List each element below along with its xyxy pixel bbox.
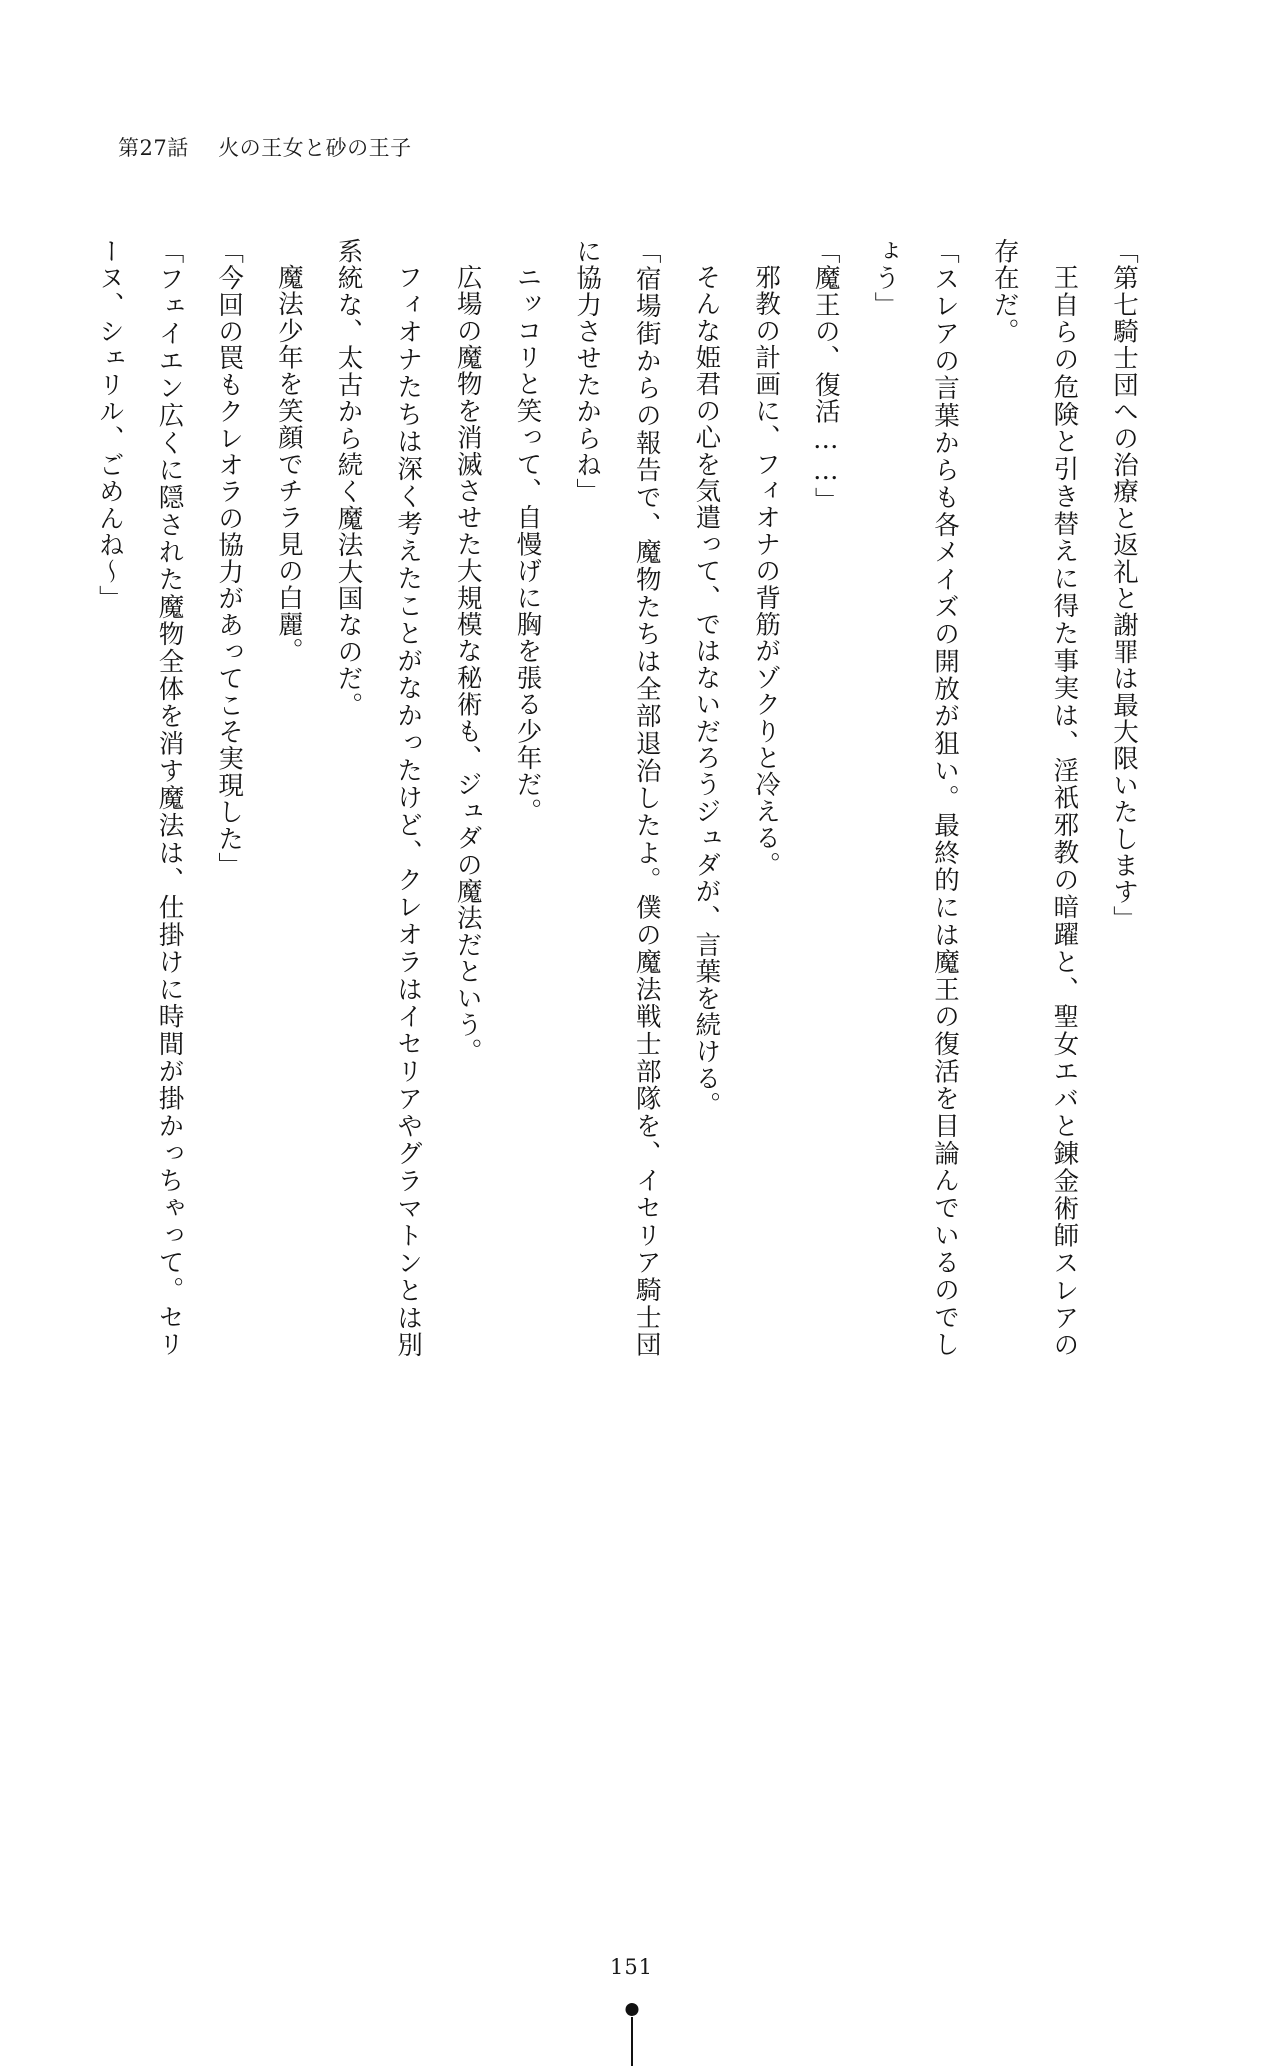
paragraph: そんな姫君の心を気遣って、ではないだろうジュダが、言葉を続ける。 [691, 263, 722, 1118]
paragraph: 魔法少年を笑顔でチラ見の白麗。 [273, 263, 304, 664]
page-number: 151 [609, 1955, 654, 1979]
paragraph: フィオナたちは深く考えたことがなかったけど、クレオラはイセリアやグラマトンとは別系統な、太古から続く魔法大国なのだ。 [333, 238, 424, 1358]
bottom-decoration [624, 2003, 640, 2066]
paragraph: 「宿場街からの報告で、魔物たちは全部退治したよ。僕の魔法戦士部隊を、イセリア騎士団に協力させたからね」 [572, 238, 662, 1358]
body-text [94, 238, 1153, 1358]
bottom-rule [631, 2017, 633, 2066]
paragraph: 「第七騎士団への治療と返礼と謝罪は最大限いたします」 [1109, 238, 1139, 933]
paragraph: 邪教の計画に、フィオナの背筋がゾクりと冷える。 [751, 263, 782, 878]
paragraph: 「今回の罠もクレオラの協力があってこそ実現した」 [214, 238, 245, 879]
chapter-title: 火の王女と砂の王子 [218, 136, 412, 160]
paragraph: 「フェイエン広くに隠された魔物全体を消す魔法は、仕掛けに時間が掛かっちゃって。セリーヌ、シェリル、ごめんね〜」 [94, 238, 185, 1358]
bottom-dot-icon [625, 2003, 638, 2016]
paragraph: 「スレアの言葉からも各メイズの開放が狙い。最終的には魔王の復活を目論んでいるのでしょう」 [870, 238, 961, 1358]
paragraph: 王自らの危険と引き替えに得た事実は、淫祇邪教の暗躍と、聖女エバと錬金術師スレアの存在だ。 [989, 238, 1080, 1358]
paragraph: 広場の魔物を消滅させた大規模な秘術も、ジュダの魔法だという。 [452, 263, 483, 1065]
running-head [118, 132, 412, 162]
paragraph: 「魔王の、復活……」 [810, 238, 841, 514]
paragraph: ニッコリと笑って、自慢げに胸を張る少年だ。 [512, 263, 543, 825]
chapter-number: 第27話 [118, 136, 189, 160]
